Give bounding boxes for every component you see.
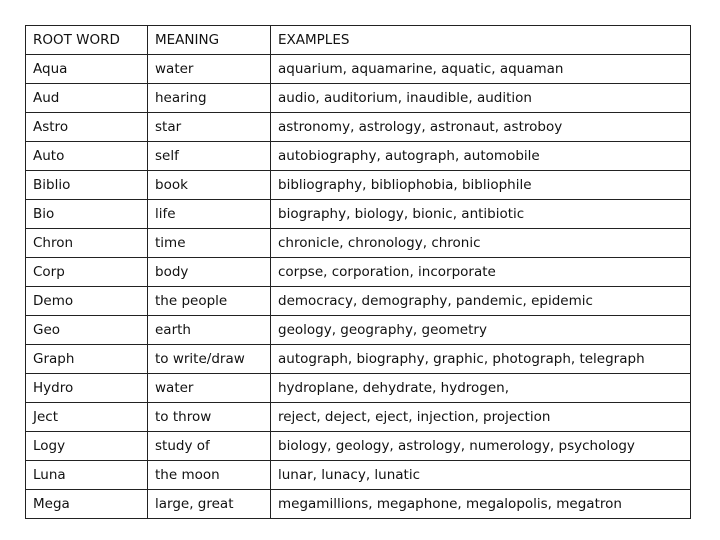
root-word-cell: Aqua — [26, 55, 148, 84]
examples-cell: autobiography, autograph, automobile — [271, 142, 691, 171]
root-word-cell: Aud — [26, 84, 148, 113]
examples-cell: geology, geography, geometry — [271, 316, 691, 345]
examples-cell: astronomy, astrology, astronaut, astroboy — [271, 113, 691, 142]
examples-cell: autograph, biography, graphic, photograph, telegraph — [271, 345, 691, 374]
meaning-cell: water — [148, 374, 271, 403]
root-word-cell: Logy — [26, 432, 148, 461]
meaning-cell: self — [148, 142, 271, 171]
root-word-cell: Graph — [26, 345, 148, 374]
examples-cell: biography, biology, bionic, antibiotic — [271, 200, 691, 229]
table-row — [26, 287, 691, 316]
root-words-table — [25, 25, 691, 519]
root-word-cell: Astro — [26, 113, 148, 142]
meaning-cell: earth — [148, 316, 271, 345]
examples-cell: hydroplane, dehydrate, hydrogen, — [271, 374, 691, 403]
examples-cell: aquarium, aquamarine, aquatic, aquaman — [271, 55, 691, 84]
table-row — [26, 200, 691, 229]
table-row — [26, 490, 691, 519]
header-row — [26, 26, 691, 55]
root-word-cell: Corp — [26, 258, 148, 287]
table-row — [26, 84, 691, 113]
meaning-cell: life — [148, 200, 271, 229]
meaning-cell: star — [148, 113, 271, 142]
examples-cell: lunar, lunacy, lunatic — [271, 461, 691, 490]
examples-cell: megamillions, megaphone, megalopolis, megatron — [271, 490, 691, 519]
root-word-cell: Luna — [26, 461, 148, 490]
header-meaning: MEANING — [148, 26, 271, 55]
meaning-cell: the moon — [148, 461, 271, 490]
meaning-cell: water — [148, 55, 271, 84]
table-row — [26, 403, 691, 432]
meaning-cell: study of — [148, 432, 271, 461]
header-examples: EXAMPLES — [271, 26, 691, 55]
table-row — [26, 258, 691, 287]
root-word-cell: Geo — [26, 316, 148, 345]
table-row — [26, 461, 691, 490]
root-word-cell: Hydro — [26, 374, 148, 403]
table-row — [26, 142, 691, 171]
root-word-cell: Chron — [26, 229, 148, 258]
examples-cell: reject, deject, eject, injection, projection — [271, 403, 691, 432]
meaning-cell: to throw — [148, 403, 271, 432]
meaning-cell: the people — [148, 287, 271, 316]
root-word-cell: Mega — [26, 490, 148, 519]
root-word-cell: Ject — [26, 403, 148, 432]
table-row — [26, 229, 691, 258]
root-word-cell: Bio — [26, 200, 148, 229]
table-row — [26, 171, 691, 200]
table-row — [26, 374, 691, 403]
meaning-cell: book — [148, 171, 271, 200]
examples-cell: audio, auditorium, inaudible, audition — [271, 84, 691, 113]
table-row — [26, 345, 691, 374]
root-word-cell: Demo — [26, 287, 148, 316]
root-word-cell: Auto — [26, 142, 148, 171]
meaning-cell: body — [148, 258, 271, 287]
table-row — [26, 55, 691, 84]
examples-cell: chronicle, chronology, chronic — [271, 229, 691, 258]
root-word-cell: Biblio — [26, 171, 148, 200]
meaning-cell: time — [148, 229, 271, 258]
header-root-word: ROOT WORD — [26, 26, 148, 55]
table-row — [26, 113, 691, 142]
meaning-cell: to write/draw — [148, 345, 271, 374]
examples-cell: corpse, corporation, incorporate — [271, 258, 691, 287]
examples-cell: bibliography, bibliophobia, bibliophile — [271, 171, 691, 200]
table-row — [26, 316, 691, 345]
examples-cell: democracy, demography, pandemic, epidemic — [271, 287, 691, 316]
examples-cell: biology, geology, astrology, numerology, psychology — [271, 432, 691, 461]
meaning-cell: large, great — [148, 490, 271, 519]
meaning-cell: hearing — [148, 84, 271, 113]
table-row — [26, 432, 691, 461]
